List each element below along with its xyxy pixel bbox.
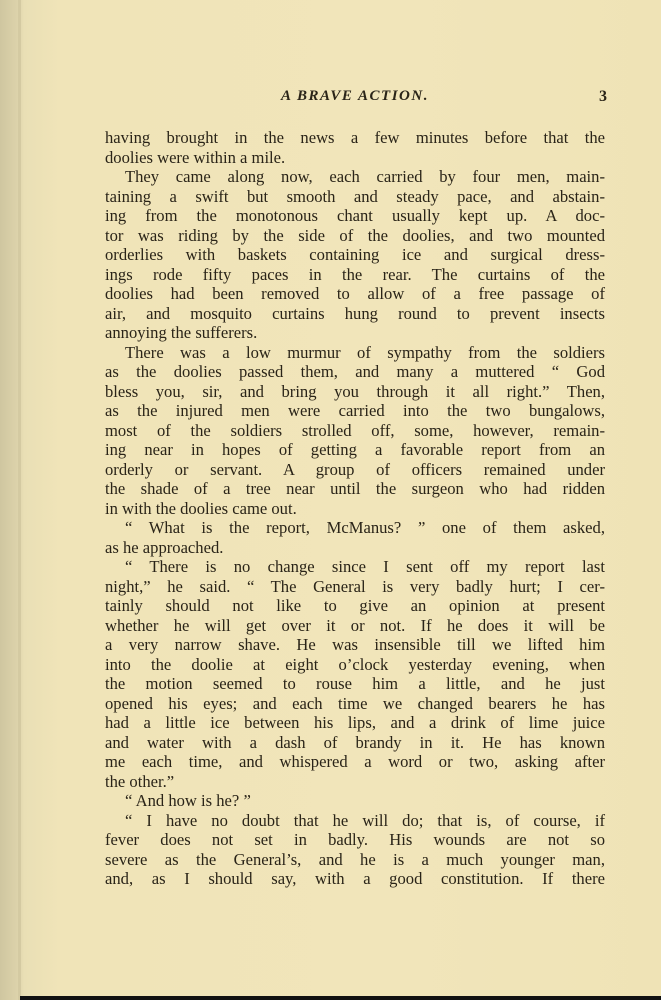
text-line: “ And how is he? ” bbox=[125, 791, 251, 810]
text-line: There was a low murmur of sympathy from the soldiers bbox=[125, 342, 605, 362]
text-line: air, and mosquito curtains hung round to prevent insects bbox=[105, 303, 605, 323]
text-line: ing near in hopes of getting a favorable report from an bbox=[105, 440, 605, 459]
text-line: having brought in the news a few minutes before that the bbox=[105, 128, 605, 147]
text-line: and water with a dash of brandy in it. He has known bbox=[105, 732, 605, 752]
running-title: A BRAVE ACTION. bbox=[281, 88, 429, 104]
text-line: whether he will get over it or not. If he does it will be bbox=[105, 615, 605, 635]
page-gutter-shadow bbox=[18, 0, 21, 1000]
text-line: the other.” bbox=[105, 771, 175, 791]
text-line: as the doolies passed them, and many a muttered “ God bbox=[105, 362, 605, 381]
text-line: me each time, and whispered a word or two, asking after bbox=[105, 752, 605, 771]
text-line: opened his eyes; and each time we changed bearers he has bbox=[105, 693, 605, 713]
text-line: as the injured men were carried into the two bungalows, bbox=[105, 401, 605, 420]
text-line: ings rode fifty paces in the rear. The curtains of the bbox=[105, 264, 605, 284]
text-line: tainly should not like to give an opinion at present bbox=[105, 596, 605, 615]
text-line: tor was riding by the side of the doolies, and two mounted bbox=[105, 225, 605, 245]
text-line: doolies had been removed to allow of a free passage of bbox=[105, 284, 605, 303]
text-line: had a little ice between his lips, and a drink of lime juice bbox=[105, 713, 605, 732]
text-line: into the doolie at eight o’clock yesterday evening, when bbox=[105, 654, 605, 674]
text-line: doolies were within a mile. bbox=[105, 147, 286, 167]
text-line: most of the soldiers strolled off, some, however, remain- bbox=[105, 420, 605, 440]
text-line: the motion seemed to rouse him a little, and he just bbox=[105, 674, 605, 693]
page-header bbox=[105, 88, 605, 108]
text-line: “ There is no change since I sent off my report last bbox=[125, 557, 605, 576]
text-line: taining a swift but smooth and steady pace, and abstain- bbox=[105, 186, 605, 206]
text-line: as he approached. bbox=[105, 537, 224, 557]
text-line: bless you, sir, and bring you through it all right.” Then, bbox=[105, 381, 605, 401]
text-line: ing from the monotonous chant usually kept up. A doc- bbox=[105, 206, 605, 225]
text-line: a very narrow shave. He was insensible till we lifted him bbox=[105, 635, 605, 654]
page-body bbox=[105, 128, 605, 889]
text-line: the shade of a tree near until the surgeon who had ridden bbox=[105, 479, 605, 498]
text-line: and, as I should say, with a good constitution. If there bbox=[105, 869, 605, 888]
text-line: orderly or servant. A group of officers remained under bbox=[105, 459, 605, 479]
text-line: annoying the sufferers. bbox=[105, 323, 258, 342]
text-line: They came along now, each carried by four men, main- bbox=[125, 167, 605, 186]
text-line: orderlies with baskets containing ice and surgical dress- bbox=[105, 245, 605, 264]
scan-bottom-edge bbox=[20, 996, 661, 1000]
page-number: 3 bbox=[599, 88, 607, 105]
text-line: fever does not set in badly. His wounds are not so bbox=[105, 830, 605, 849]
text-line: “ What is the report, McManus? ” one of them asked, bbox=[125, 518, 605, 537]
text-line: in with the doolies came out. bbox=[105, 498, 297, 518]
text-line: “ I have no doubt that he will do; that is, of course, if bbox=[125, 810, 605, 830]
text-line: night,” he said. “ The General is very badly hurt; I cer- bbox=[105, 576, 605, 596]
text-line: severe as the General’s, and he is a much younger man, bbox=[105, 849, 605, 869]
